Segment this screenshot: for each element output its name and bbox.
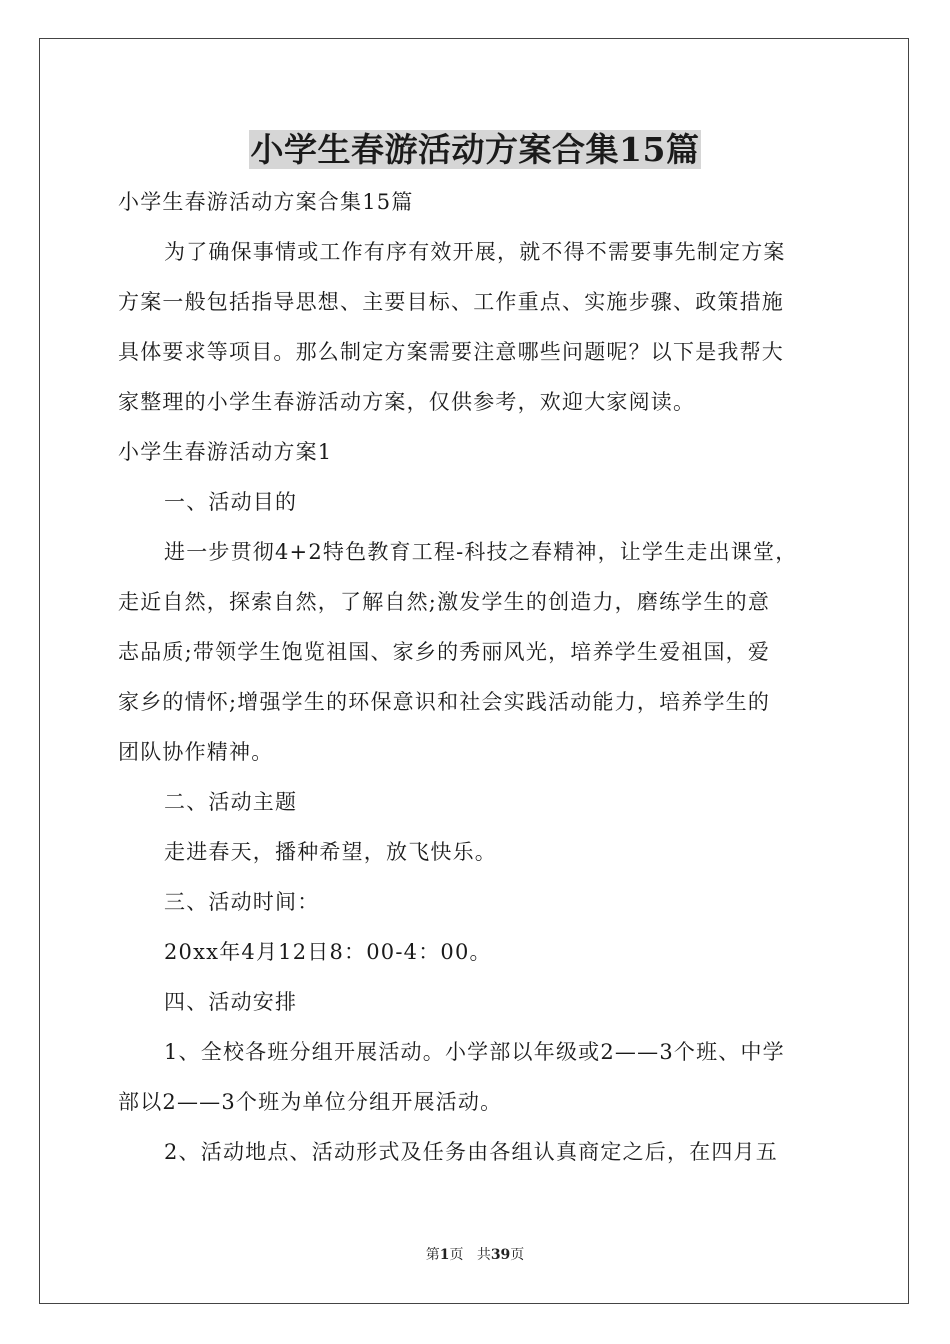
body-line: 家乡的情怀;增强学生的环保意识和社会实践活动能力，培养学生的	[118, 690, 771, 714]
body-line: 家整理的小学生春游活动方案，仅供参考，欢迎大家阅读。	[118, 390, 696, 414]
body-line: 走近自然，探索自然，了解自然;激发学生的创造力，磨练学生的意	[118, 590, 771, 614]
body-line: 志品质;带领学生饱览祖国、家乡的秀丽风光，培养学生爱祖国，爱	[118, 640, 771, 664]
body-line: 团队协作精神。	[118, 740, 274, 764]
body-line: 进一步贯彻4+2特色教育工程-科技之春精神，让学生走出课堂，	[164, 540, 798, 564]
document-title-text: 小学生春游活动方案合集15篇	[250, 130, 700, 169]
subsection-heading: 三、活动时间：	[164, 890, 320, 914]
section-heading: 小学生春游活动方案1	[118, 440, 333, 464]
subsection-heading: 四、活动安排	[164, 990, 298, 1014]
body-line: 2、活动地点、活动形式及任务由各组认真商定之后，在四月五	[164, 1140, 778, 1164]
subsection-heading: 二、活动主题	[164, 790, 298, 814]
total-suffix: 页	[510, 1247, 525, 1263]
body-line: 方案一般包括指导思想、主要目标、工作重点、实施步骤、政策措施	[118, 290, 784, 314]
page-suffix: 页	[449, 1247, 464, 1263]
body-line: 小学生春游活动方案合集15篇	[118, 190, 414, 214]
body-line: 为了确保事情或工作有序有效开展，就不得不需要事先制定方案	[164, 240, 786, 264]
current-page-number: 1	[439, 1247, 450, 1263]
page-prefix: 第	[425, 1247, 440, 1263]
body-line: 走进春天，播种希望，放飞快乐。	[164, 840, 497, 864]
total-page-count: 39	[490, 1247, 511, 1263]
subsection-heading: 一、活动目的	[164, 490, 298, 514]
body-line: 1、全校各班分组开展活动。小学部以年级或2——3个班、中学	[164, 1040, 785, 1064]
body-line: 部以2——3个班为单位分组开展活动。	[118, 1090, 503, 1114]
document-body	[118, 177, 838, 1177]
document-title	[0, 128, 950, 172]
body-line: 具体要求等项目。那么制定方案需要注意哪些问题呢？以下是我帮大	[118, 340, 784, 364]
body-line: 20xx年4月12日8：00-4：00。	[164, 940, 492, 964]
page-footer	[0, 1244, 950, 1264]
total-prefix: 共	[476, 1247, 491, 1263]
